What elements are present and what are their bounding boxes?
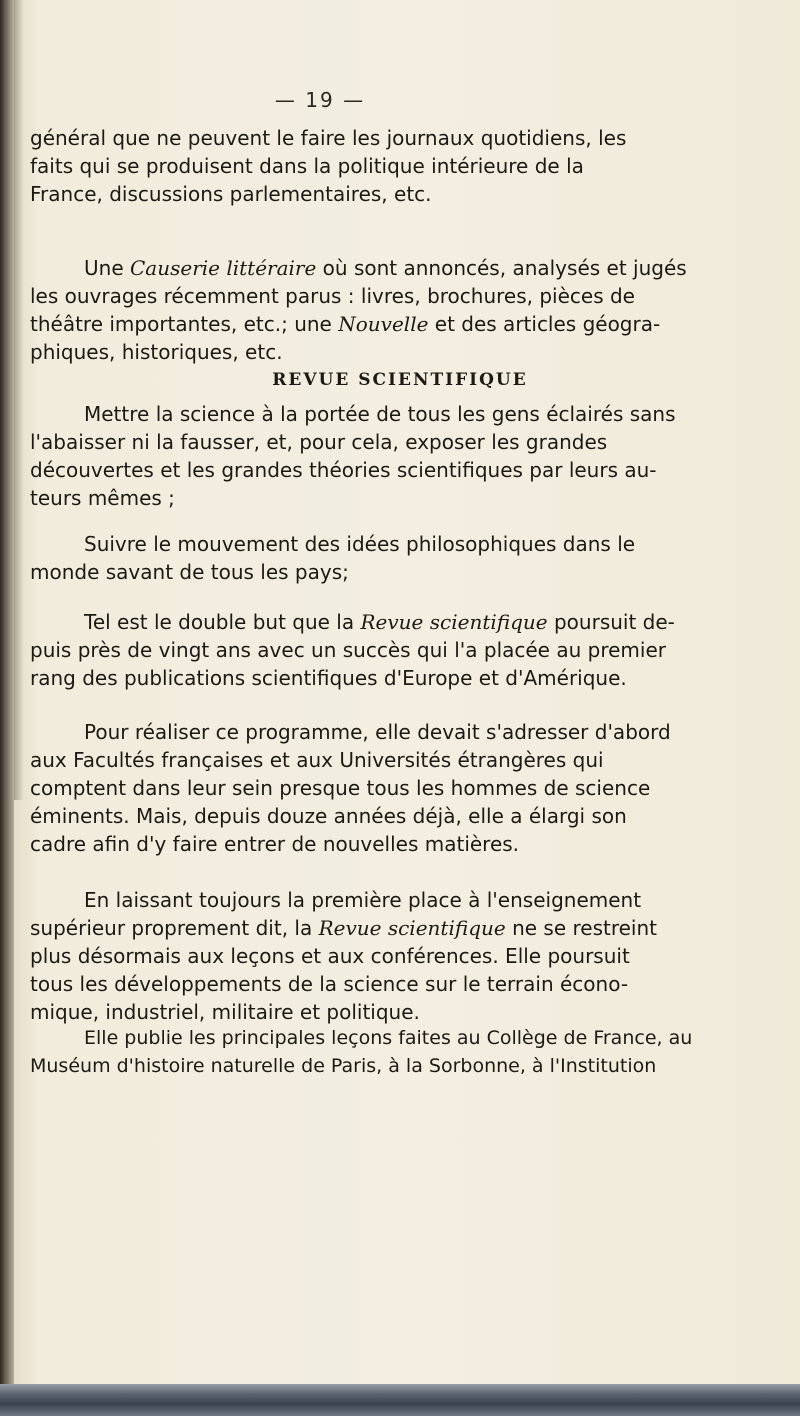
italic-title: Revue scientifique [318,916,506,940]
text-line: Suivre le mouvement des idées philosophiques dans le [84,532,636,556]
intro-paragraph [30,124,770,208]
text-run: où sont annoncés, analysés et jugés [316,256,687,280]
suivre-paragraph [30,530,770,586]
text-line: plus désormais aux leçons et aux conférences. Elle poursuit [30,944,630,968]
italic-title: Revue scientifique [360,610,548,634]
tel-paragraph [30,608,770,692]
text-line [30,254,770,282]
text-line: l'abaisser ni la fausser, et, pour cela, exposer les grandes [30,430,608,454]
text-line: les ouvrages récemment parus : livres, brochures, pièces de [30,284,635,308]
causerie-paragraph [30,254,770,366]
italic-title: Nouvelle [338,312,429,336]
text-line: aux Facultés françaises et aux Universités étrangères qui [30,748,604,772]
text-line: En laissant toujours la première place à l'enseignement [84,888,642,912]
text-line: teurs mêmes ; [30,486,175,510]
text-line: phiques, historiques, etc. [30,340,283,364]
text-line: Elle publie les principales leçons faites au Collège de France, au [84,1027,693,1049]
page-number: — 19 — [274,88,366,112]
scan-bottom-edge [0,1384,800,1416]
text-line: faits qui se produisent dans la politique intérieure de la [30,154,584,178]
text-run: et des articles géogra- [428,312,661,336]
section-heading: REVUE SCIENTIFIQUE [272,370,528,390]
text-line: Pour réaliser ce programme, elle devait s'adresser d'abord [84,720,671,744]
text-line: rang des publications scientifiques d'Europe et d'Amérique. [30,666,627,690]
mettre-paragraph [30,400,770,512]
pour-paragraph [30,718,770,858]
text-line: mique, industriel, militaire et politique. [30,1000,420,1024]
text-line: éminents. Mais, depuis douze années déjà, elle a élargi son [30,804,627,828]
text-run: poursuit de- [547,610,675,634]
text-line: Mettre la science à la portée de tous les gens éclairés sans [84,402,676,426]
text-run: supérieur proprement dit, la [30,916,319,940]
text-run: Tel est le double but que la [84,610,361,634]
text-line: puis près de vingt ans avec un succès qui l'a placée au premier [30,638,666,662]
text-line: cadre afin d'y faire entrer de nouvelles matières. [30,832,520,856]
binding-shadow [14,0,24,800]
italic-title: Causerie littéraire [129,256,317,280]
text-line [30,914,770,942]
text-line [30,310,770,338]
en-paragraph [30,886,770,1026]
text-line: France, discussions parlementaires, etc. [30,182,432,206]
text-line: comptent dans leur sein presque tous les hommes de science [30,776,651,800]
text-run: théâtre importantes, etc.; une [30,312,339,336]
text-line: général que ne peuvent le faire les journaux quotidiens, les [30,126,627,150]
book-binding-edge [0,0,14,1416]
text-line: tous les développements de la science sur le terrain écono- [30,972,629,996]
elle-paragraph [30,1024,770,1080]
text-run: ne se restreint [505,916,658,940]
text-line: monde savant de tous les pays; [30,560,349,584]
text-run: Une [84,256,130,280]
text-line [30,608,770,636]
text-line: Muséum d'histoire naturelle de Paris, à la Sorbonne, à l'Institution [30,1055,657,1077]
text-line: découvertes et les grandes théories scientifiques par leurs au- [30,458,657,482]
